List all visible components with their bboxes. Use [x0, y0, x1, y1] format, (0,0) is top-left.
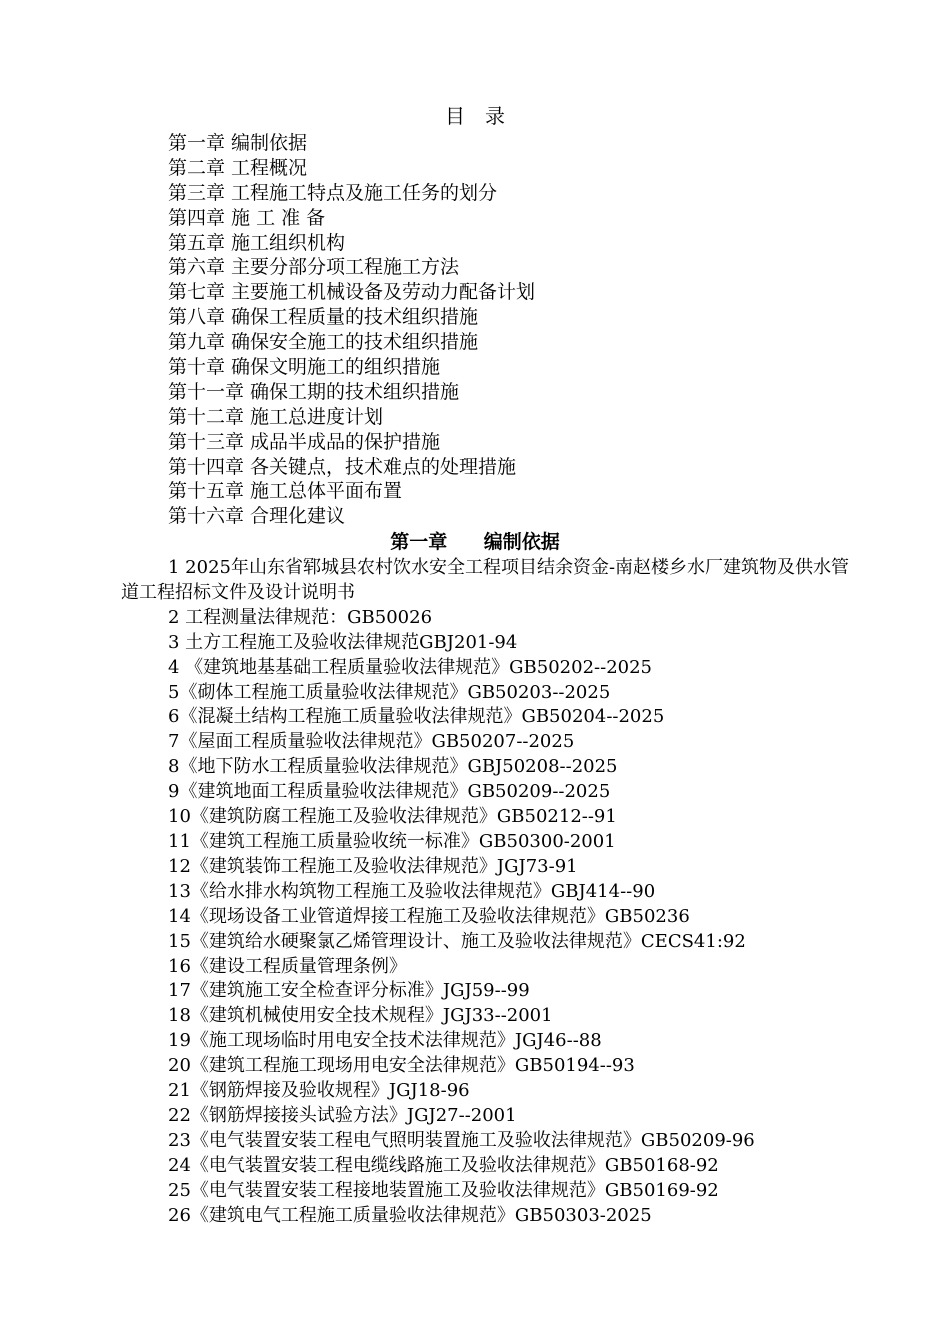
reference-item: 26《建筑电气工程施工质量验收法律规范》GB50303-2025	[168, 1204, 652, 1226]
toc-title: 目 录	[445, 104, 505, 128]
reference-item: 20《建筑工程施工现场用电安全法律规范》GB50194--93	[168, 1055, 635, 1077]
toc-item: 第二章 工程概况	[168, 156, 308, 179]
toc-item: 第五章 施工组织机构	[168, 231, 346, 254]
reference-item: 24《电气装置安装工程电缆线路施工及验收法律规范》GB50168-92	[168, 1154, 719, 1176]
chapter-heading: 第一章 编制依据	[390, 531, 560, 553]
toc-item: 第十三章 成品半成品的保护措施	[168, 430, 441, 453]
reference-item: 19《施工现场临时用电安全技术法律规范》JGJ46--88	[168, 1030, 602, 1052]
reference-item: 25《电气装置安装工程接地装置施工及验收法律规范》GB50169-92	[168, 1179, 719, 1201]
reference-item: 1 2025年山东省郓城县农村饮水安全工程项目结余资金-南赵楼乡水厂建筑物及供水管道工程招标文件及设计说明书	[121, 557, 850, 603]
table-of-contents	[168, 131, 535, 529]
toc-item: 第三章 工程施工特点及施工任务的划分	[168, 181, 498, 204]
toc-item: 第七章 主要施工机械设备及劳动力配备计划	[168, 281, 536, 304]
reference-item: 2 工程测量法律规范：GB50026	[168, 606, 433, 628]
reference-item: 23《电气装置安装工程电气照明装置施工及验收法律规范》GB50209-96	[168, 1129, 755, 1151]
reference-item: 3 土方工程施工及验收法律规范GBJ201-94	[168, 631, 518, 653]
reference-item: 15《建筑给水硬聚氯乙烯管理设计、施工及验收法律规范》CECS41:92	[168, 930, 746, 952]
reference-item: 10《建筑防腐工程施工及验收法律规范》GB50212--91	[168, 806, 617, 828]
reference-item: 21《钢筋焊接及验收规程》JGJ18-96	[168, 1080, 470, 1102]
reference-item: 5《砌体工程施工质量验收法律规范》GB50203--2025	[168, 681, 611, 703]
reference-item: 13《给水排水构筑物工程施工及验收法律规范》GBJ414--90	[168, 880, 656, 902]
reference-item: 18《建筑机械使用安全技术规程》JGJ33--2001	[168, 1005, 553, 1027]
reference-item: 17《建筑施工安全检查评分标准》JGJ59--99	[168, 980, 530, 1002]
reference-item: 4 《建筑地基基础工程质量验收法律规范》GB50202--2025	[168, 656, 653, 678]
toc-item: 第十章 确保文明施工的组织措施	[168, 356, 441, 379]
toc-item: 第八章 确保工程质量的技术组织措施	[168, 306, 479, 329]
reference-item: 22《钢筋焊接接头试验方法》JGJ27--2001	[168, 1104, 517, 1126]
toc-item: 第一章 编制依据	[168, 132, 308, 154]
reference-item: 14《现场设备工业管道焊接工程施工及验收法律规范》GB50236	[168, 905, 690, 927]
reference-list	[121, 556, 856, 1228]
toc-item: 第四章 施 工 准 备	[168, 206, 326, 229]
reference-item: 7《屋面工程质量验收法律规范》GB50207--2025	[168, 731, 575, 753]
toc-item: 第十一章 确保工期的技术组织措施	[168, 380, 460, 403]
toc-item: 第十六章 合理化建议	[168, 505, 346, 528]
toc-item: 第九章 确保安全施工的技术组织措施	[168, 331, 479, 354]
toc-item: 第十五章 施工总体平面布置	[168, 480, 403, 503]
toc-item: 第十四章 各关键点，技术难点的处理措施	[168, 455, 517, 478]
reference-item: 8《地下防水工程质量验收法律规范》GBJ50208--2025	[168, 756, 618, 778]
reference-item: 11《建筑工程施工质量验收统一标准》GB50300-2001	[168, 830, 616, 852]
toc-item: 第十二章 施工总进度计划	[168, 405, 384, 428]
reference-item: 9《建筑地面工程质量验收法律规范》GB50209--2025	[168, 781, 611, 803]
reference-item: 16《建设工程质量管理条例》	[168, 955, 407, 977]
reference-item: 12《建筑装饰工程施工及验收法律规范》JGJ73-91	[168, 855, 578, 877]
reference-item: 6《混凝土结构工程施工质量验收法律规范》GB50204--2025	[168, 706, 665, 728]
toc-item: 第六章 主要分部分项工程施工方法	[168, 256, 460, 279]
